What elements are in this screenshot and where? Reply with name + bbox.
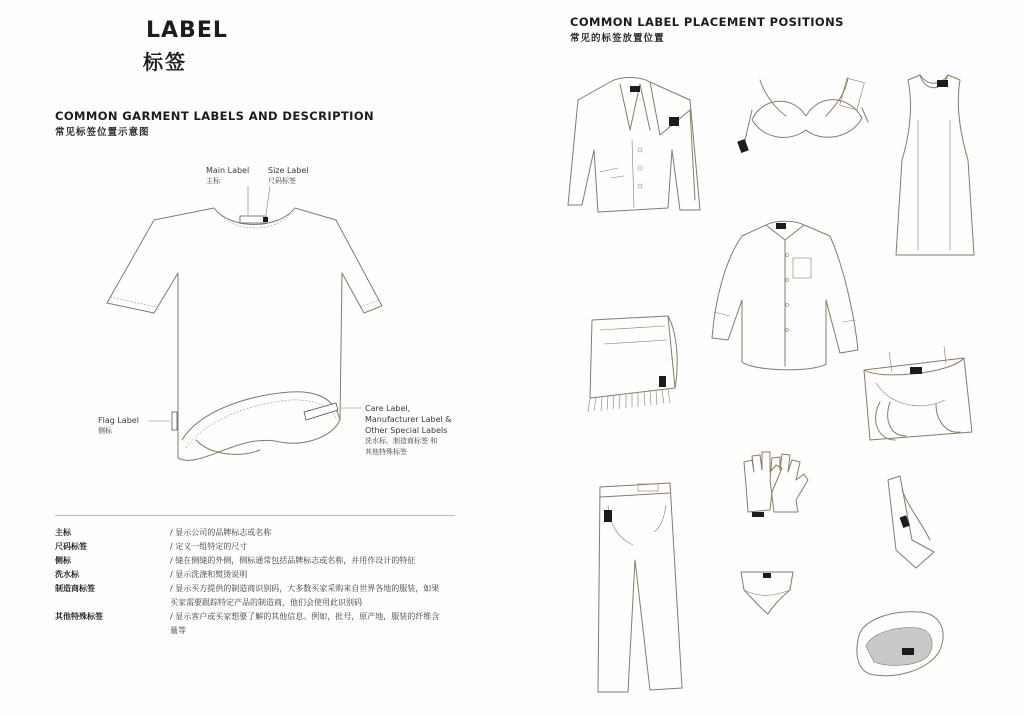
care-label-caption-zh-2: 其他特殊标签 [365, 448, 407, 456]
bra-label-marker [737, 139, 749, 153]
glove-label-marker [752, 512, 764, 517]
shirt-illustration [712, 221, 858, 370]
main-label-caption-en: Main Label [206, 166, 250, 175]
dress-illustration [896, 75, 974, 255]
tote-bag-illustration [864, 346, 972, 440]
gloves-illustration [744, 452, 808, 517]
size-label-caption-en: Size Label [268, 166, 309, 175]
care-label-caption-en-2: Manufacturer Label & [365, 415, 452, 424]
definition-desc: / 缝在侧缝的外侧，侧标通常包括品牌标志或名称，并用作设计的特征 [170, 556, 416, 565]
definition-desc-cont: 量等 [170, 626, 186, 635]
main-label-caption-zh: 主标 [206, 177, 220, 185]
placement-heading-en: COMMON LABEL PLACEMENT POSITIONS [570, 15, 844, 29]
definition-term: 洗水标 [55, 570, 79, 579]
tie-label-marker [900, 515, 910, 528]
tshirt-illustration [107, 186, 382, 460]
blazer-inner-label [669, 117, 679, 126]
care-label-marker [304, 403, 338, 420]
care-label-caption-en-1: Care Label, [365, 404, 411, 413]
briefs-illustration [741, 572, 793, 614]
definition-desc: / 显示洗涤和熨烫说明 [170, 570, 248, 579]
definition-desc: / 显示公司的品牌标志或名称 [170, 528, 272, 537]
hat-label-marker [902, 648, 914, 655]
care-label-caption-en-3: Other Special Labels [365, 426, 448, 435]
definition-term: 侧标 [55, 556, 71, 565]
shirt-label-marker [776, 223, 786, 229]
definitions-divider [55, 515, 455, 516]
size-label-marker [263, 217, 268, 222]
trousers-illustration [598, 483, 682, 692]
definition-desc: / 显示客户或买家想要了解的其他信息。例如，批号，原产地，服装的纤维含 [170, 612, 440, 621]
blazer-illustration [568, 78, 700, 213]
garment-labels-heading-en: COMMON GARMENT LABELS AND DESCRIPTION [55, 109, 375, 123]
scarf-label-marker [659, 376, 666, 387]
scarf-illustration [588, 316, 677, 412]
briefs-label-marker [763, 573, 771, 578]
definition-desc: / 定义一组特定的尺寸 [170, 542, 248, 551]
placement-heading-zh: 常见的标签放置位置 [570, 33, 665, 44]
tote-label-marker [910, 367, 922, 374]
definition-term: 其他特殊标签 [55, 612, 103, 621]
blazer-label-marker [630, 86, 640, 92]
dress-label-marker [937, 80, 948, 87]
definition-term: 尺码标签 [55, 542, 87, 551]
trousers-label-marker [604, 510, 612, 522]
flag-label-caption-en: Flag Label [98, 416, 139, 425]
flag-label-marker [172, 412, 177, 430]
definition-desc-cont: 买家需要跟踪特定产品的制造商，他们会使用此识别码 [170, 598, 362, 607]
definition-term: 制造商标签 [55, 584, 95, 593]
definition-desc: / 显示买方提供的制造商识别码，大多数买家采购来自世界各地的服装，如果 [170, 584, 440, 593]
page-title-zh: 标签 [143, 50, 187, 74]
definition-term: 主标 [55, 528, 71, 537]
garment-labels-heading-zh: 常见标签位置示意图 [55, 127, 150, 138]
page-title-en: LABEL [146, 18, 228, 43]
care-label-caption-zh-1: 洗水标，制造商标签 和 [365, 437, 438, 445]
flag-label-caption-zh: 侧标 [98, 427, 112, 435]
bra-illustration [737, 78, 868, 153]
size-label-caption-zh: 尺码标签 [268, 177, 296, 185]
tie-illustration [888, 476, 934, 568]
main-label-marker [240, 216, 266, 223]
hat-illustration [857, 612, 943, 676]
